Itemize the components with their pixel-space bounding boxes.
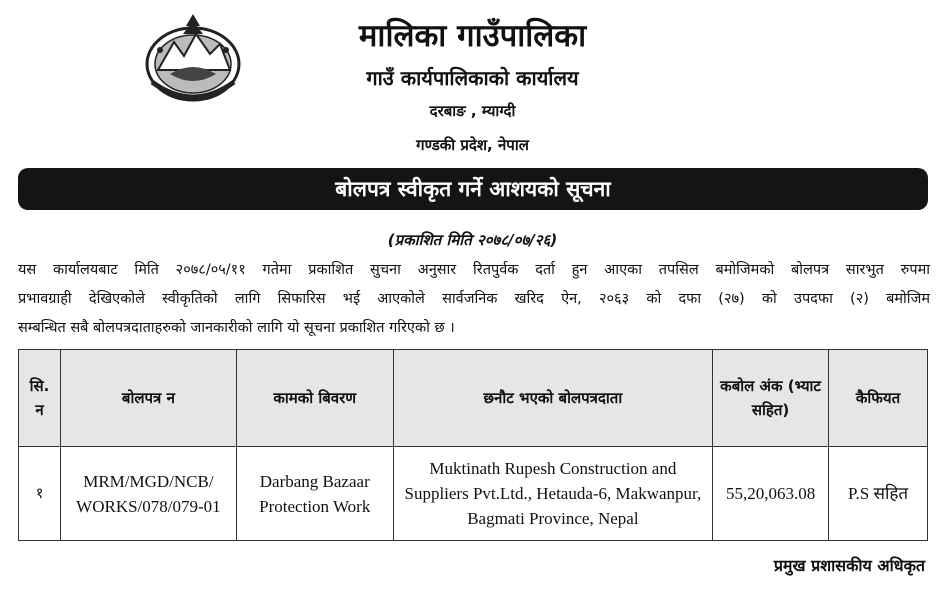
cell-sn: १	[19, 447, 61, 541]
province-text: गण्डकी प्रदेश, नेपाल	[416, 136, 529, 154]
col-header-amount: कबोल अंक (भ्याट सहित)	[713, 350, 829, 447]
col-header-remarks: कैफियत	[829, 350, 928, 447]
body-line: प्रभावग्राही देखिएकोले स्वीकृतिको लागि सिफारिस भई आएकोले सार्वजनिक खरिद ऐन, २०६३ को दफा (२७) को उपदफा (२) बमोजिम	[18, 291, 930, 307]
cell-bid-no: MRM/MGD/NCB/ WORKS/078/079-01	[60, 447, 236, 541]
published-date: (प्रकाशित मिति २०७८/०७/२६)	[387, 231, 558, 249]
col-header-work: कामको बिवरण	[236, 350, 393, 447]
cell-amount: 55,20,063.08	[713, 447, 829, 541]
cell-work: Darbang Bazaar Protection Work	[236, 447, 393, 541]
table-header-row	[19, 350, 928, 447]
col-header-bidder: छनौट भएको बोलपत्रदाता	[393, 350, 712, 447]
cell-remarks: P.S सहित	[829, 447, 928, 541]
notice-body	[18, 256, 930, 343]
nepal-emblem-icon	[140, 12, 246, 106]
notice-title-banner: बोलपत्र स्वीकृत गर्ने आशयको सूचना	[18, 168, 928, 210]
col-header-bid-no: बोलपत्र न	[60, 350, 236, 447]
office-title: गाउँ कार्यपालिकाको कार्यालय	[366, 66, 579, 90]
signatory: प्रमुख प्रशासकीय अधिकृत	[773, 556, 925, 575]
col-header-sn: सि. न	[19, 350, 61, 447]
body-line: यस कार्यालयबाट मिति २०७८/०५/११ गतेमा प्रकाशित सुचना अनुसार रितपुर्वक दर्ता हुन आएका तपसिल बमोजिमको बोलपत्र सारभुत रुपमा	[18, 262, 930, 278]
bid-table	[18, 349, 928, 541]
cell-bidder: Muktinath Rupesh Construction and Suppliers Pvt.Ltd., Hetauda-6, Makwanpur, Bagmati Province, Nepal	[393, 447, 712, 541]
table-row	[19, 447, 928, 541]
location-text: दरबाङ , म्याग्दी	[429, 102, 516, 120]
body-line: सम्बन्धित सबै बोलपत्रदाताहरुको जानकारीको लागि यो सूचना प्रकाशित गरिएको छ ।	[18, 320, 455, 336]
municipality-title: मालिका गाउँपालिका	[358, 18, 587, 54]
